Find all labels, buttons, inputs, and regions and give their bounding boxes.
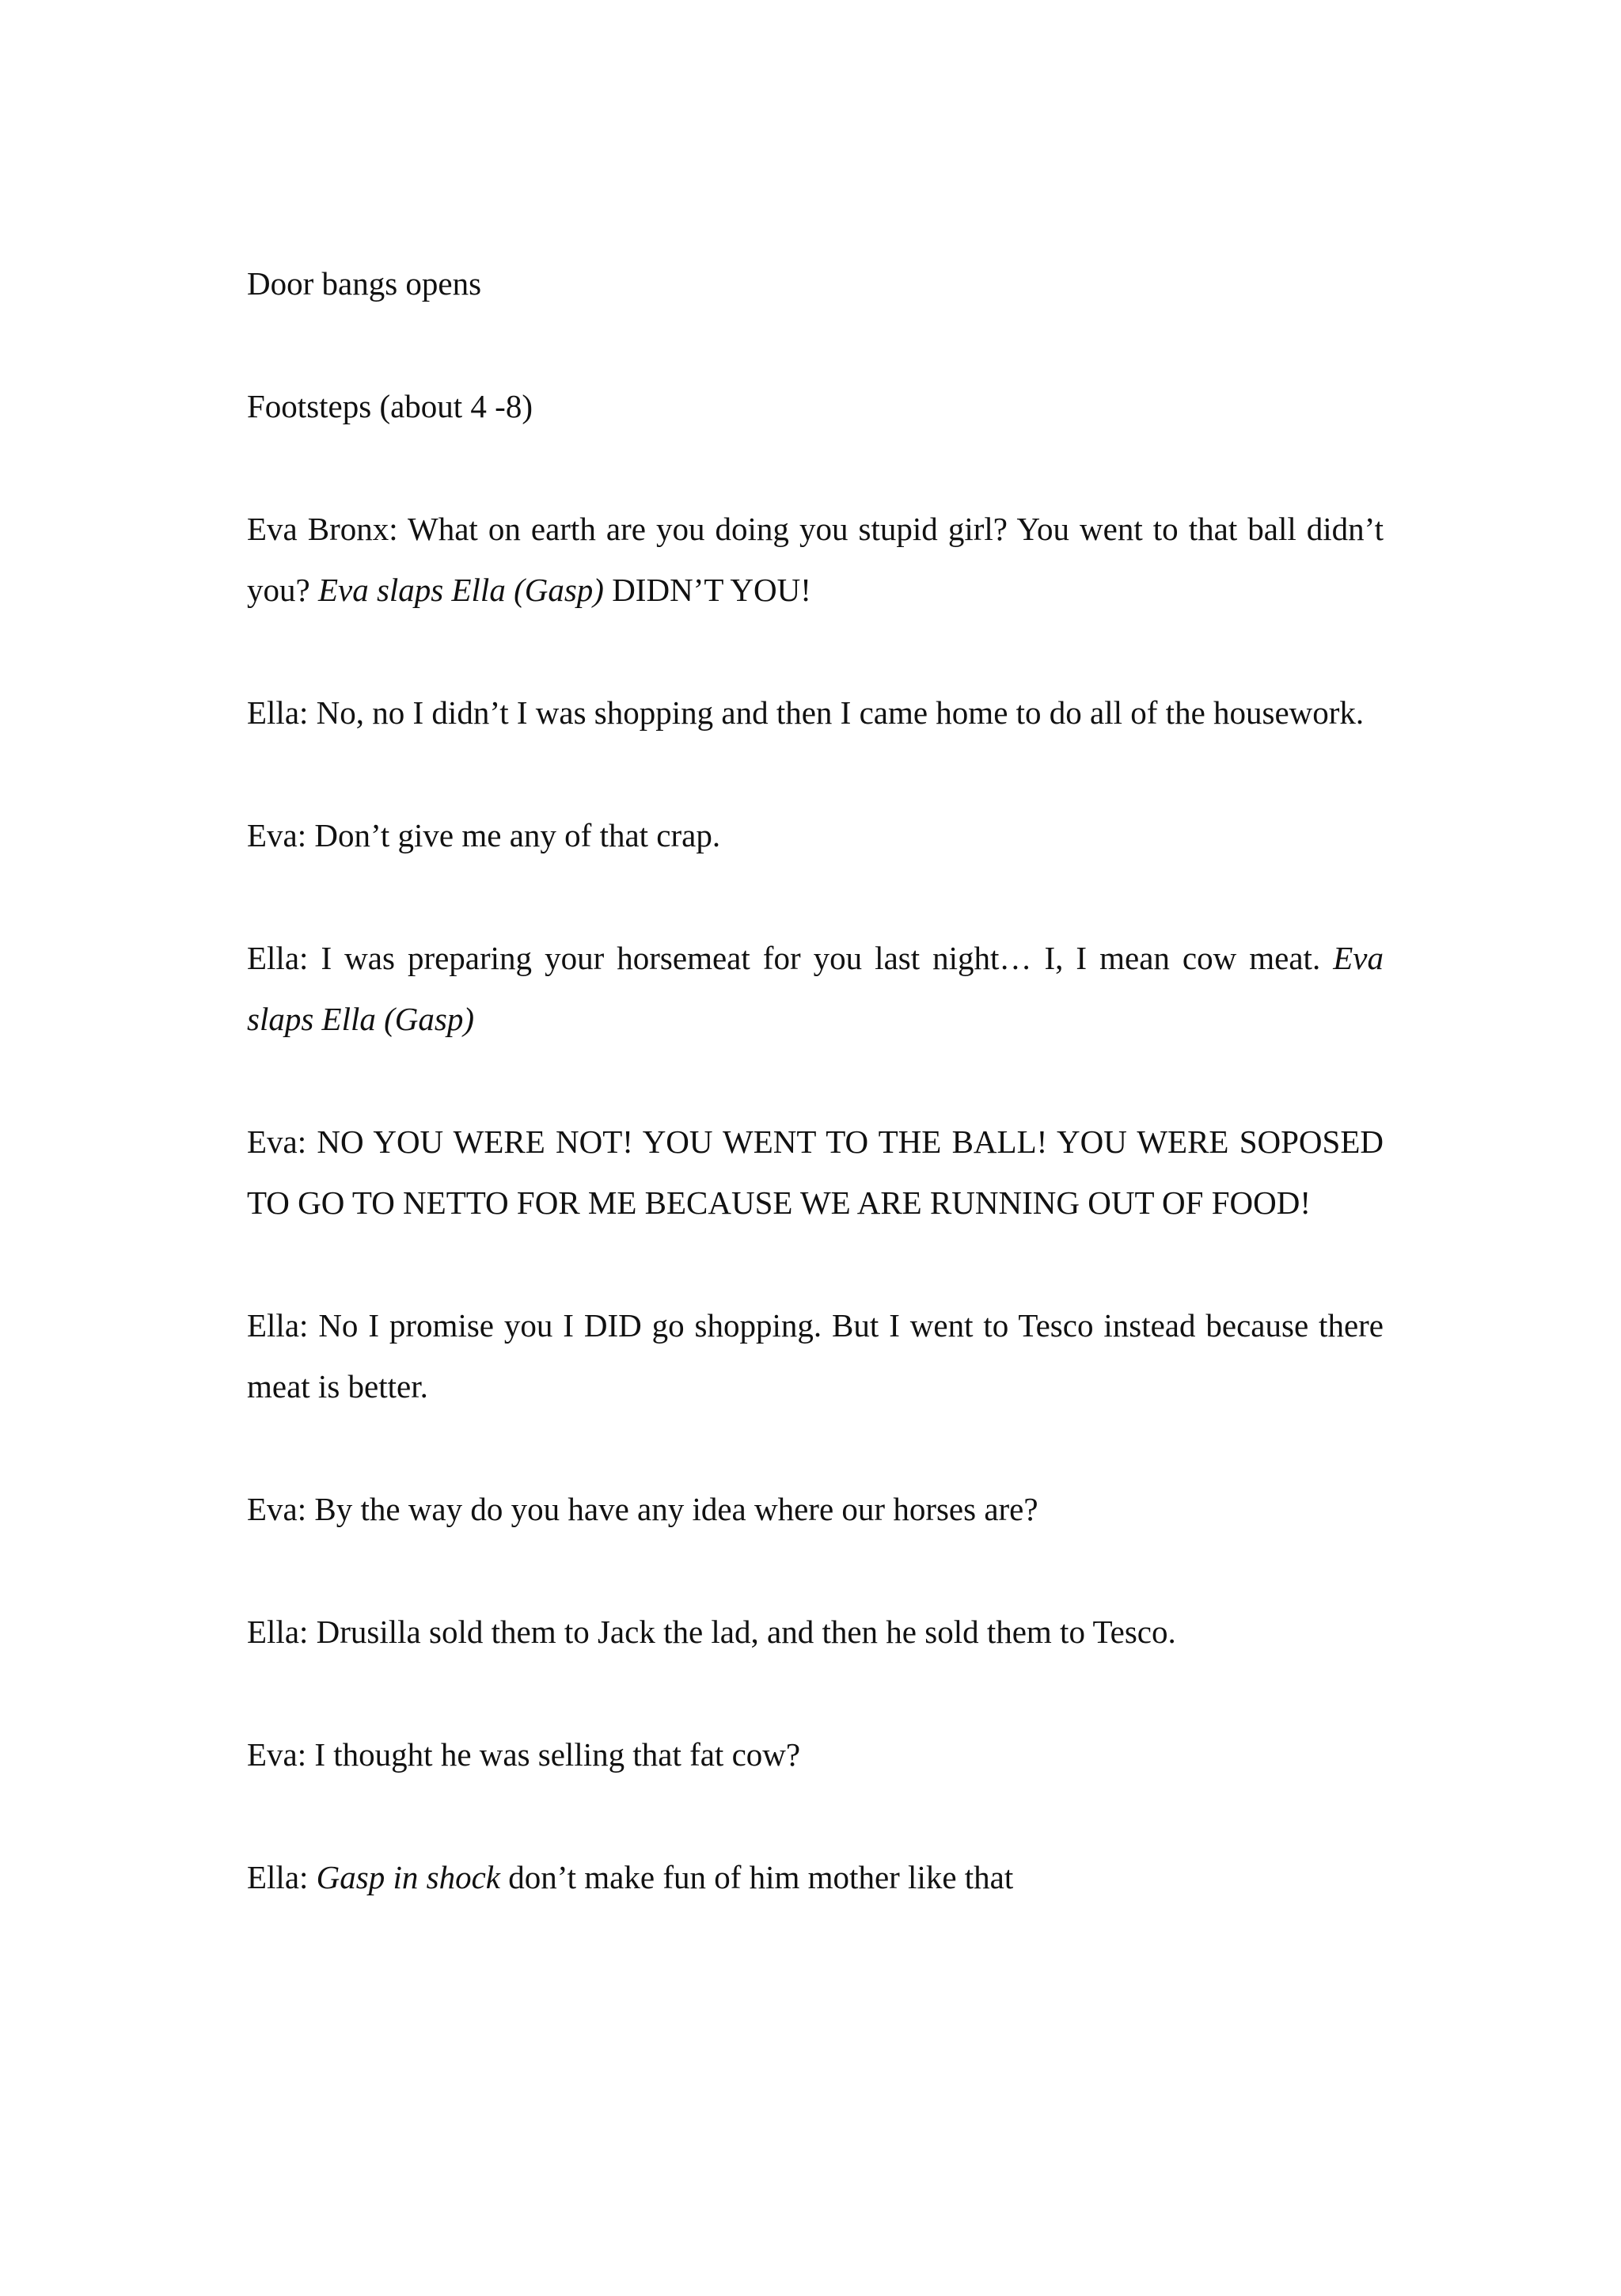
dialogue-line bbox=[247, 499, 1384, 621]
text-run: don’t make fun of him mother like that bbox=[499, 1859, 1014, 1895]
text-run: Ella: bbox=[247, 1859, 317, 1895]
dialogue-line bbox=[247, 1847, 1384, 1908]
text-run: Eva: I thought he was selling that fat cow? bbox=[247, 1736, 801, 1773]
text-run: DIDN’T YOU! bbox=[603, 572, 811, 608]
dialogue-line bbox=[247, 928, 1384, 1050]
italic-direction: Gasp in shock bbox=[316, 1859, 500, 1895]
dialogue-line bbox=[247, 1724, 1384, 1785]
dialogue-line bbox=[247, 1112, 1384, 1234]
dialogue-line bbox=[247, 1479, 1384, 1540]
dialogue-line bbox=[247, 1602, 1384, 1663]
text-run: Eva: Don’t give me any of that crap. bbox=[247, 817, 721, 853]
dialogue-line bbox=[247, 805, 1384, 866]
text-run: Eva: NO YOU WERE NOT! YOU WENT TO THE BALL! YOU WERE SOPOSED TO GO TO NETTO FOR ME BECAUSE WE ARE RUNNING OUT OF FOOD! bbox=[247, 1123, 1384, 1221]
dialogue-line bbox=[247, 682, 1384, 743]
text-run: Eva: By the way do you have any idea where our horses are? bbox=[247, 1491, 1038, 1527]
text-run: Ella: Drusilla sold them to Jack the lad, and then he sold them to Tesco. bbox=[247, 1614, 1176, 1650]
text-run: Door bangs opens bbox=[247, 265, 482, 302]
text-run: Ella: I was preparing your horsemeat for you last night… I, I mean cow meat. bbox=[247, 940, 1334, 976]
italic-direction: Eva slaps Ella (Gasp) bbox=[317, 572, 604, 608]
script-page bbox=[247, 253, 1384, 1970]
text-run: Ella: No, no I didn’t I was shopping and then I came home to do all of the housework. bbox=[247, 694, 1365, 731]
italic-direction: Eva slaps Ella (Gasp) bbox=[247, 940, 1384, 1037]
stage-direction bbox=[247, 253, 1384, 314]
text-run: Eva Bronx: What on earth are you doing you stupid girl? You went to that ball didn’t you? bbox=[247, 511, 1384, 608]
text-run: Ella: No I promise you I DID go shopping. But I went to Tesco instead because there meat is better. bbox=[247, 1307, 1384, 1405]
text-run: Footsteps (about 4 -8) bbox=[247, 388, 533, 424]
dialogue-line bbox=[247, 1295, 1384, 1417]
stage-direction bbox=[247, 376, 1384, 437]
